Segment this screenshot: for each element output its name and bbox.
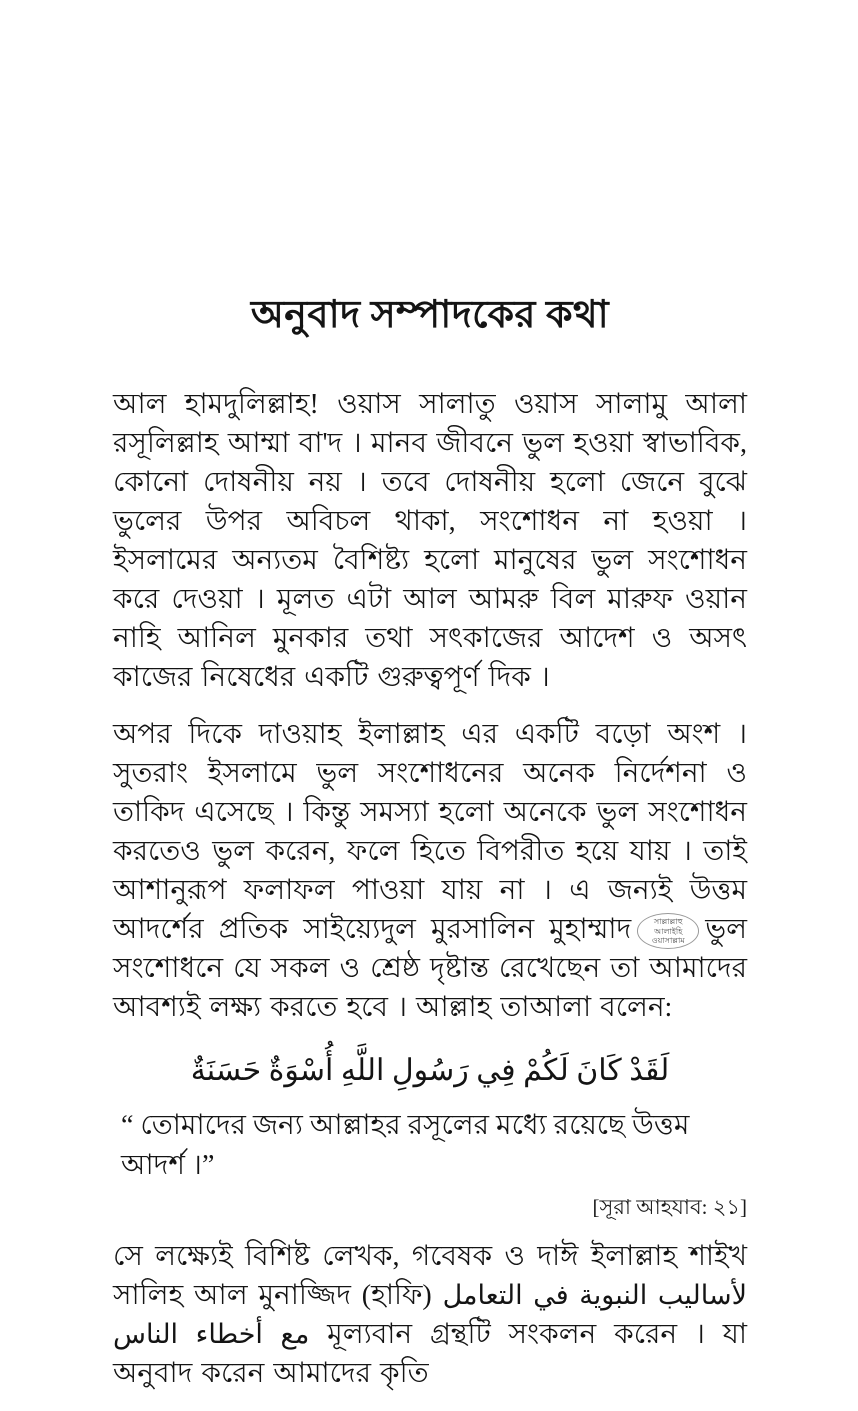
verse-citation: [সূরা আহযাব: ২১] <box>592 1194 747 1219</box>
sallallahu-alaihi-wasallam-seal-icon: সাল্লাল্লাহু আলাইহি ওয়াসাল্লাম <box>637 913 699 949</box>
paragraph-1 <box>113 385 747 697</box>
arabic-book-title: لأساليب النبوية في التعامل مع أخطاء الناس <box>113 1280 747 1350</box>
paragraph-3 <box>113 1237 747 1393</box>
paragraph-2-text-before-seal: অপর দিকে দাওয়াহ ইলাল্লাহ এর একটি বড়ো অংশ । সুতরাং ইসলামে ভুল সংশোধনের অনেক নির্দেশনা ও তাকিদ এসেছে । কিন্তু সমস্যা হলো অনেকে ভুল সংশোধন করতেও ভুল করেন, ফলে হিতে বিপরীত হয়ে যায় । তাই আশানুরূপ ফলাফল পাওয়া যায় না । এ জন্যই উত্তম আদর্শের প্রতিক সাইয়্যেদুল মুরসালিন মুহাম্মাদ <box>113 718 747 945</box>
paragraph-3-text-after-arabic: মূল্যবান গ্রন্থটি সংকলন করেন । যা অনুবাদ করেন আমাদের কৃতি <box>113 1319 747 1390</box>
page-content <box>113 293 747 1411</box>
quran-verse-arabic: لَقَدْ كَانَ لَكُمْ فِي رَسُولِ اللَّهِ أُسْوَةٌ حَسَنَةٌ <box>190 1053 670 1087</box>
paragraph-2-text-after-seal: ভুল সংশোধনে যে সকল ও শ্রেষ্ঠ দৃষ্টান্ত রেখেছেন তা আমাদের আবশ্যই লক্ষ্য করতে হবে । আল্লাহ তাআলা বলেন: <box>113 913 747 1023</box>
paragraph-2 <box>113 715 747 1027</box>
paragraph-3-text-before-arabic: সে লক্ষ্যেই বিশিষ্ট লেখক, গবেষক ও দাঈ ইলাল্লাহ শাইখ সালিহ আল মুনাজ্জিদ (হাফি) <box>113 1241 747 1312</box>
chapter-title: অনুবাদ সম্পাদকের কথা <box>250 294 610 336</box>
paragraph-1-text: আল হামদুলিল্লাহ! ওয়াস সালাতু ওয়াস সালামু আলা রসূলিল্লাহ আম্মা বা'দ । মানব জীবনে ভুল হওয়া স্বাভাবিক, কোনো দোষনীয় নয় । তবে দোষনীয় হলো জেনে বুঝে ভুলের উপর অবিচল থাকা, সংশোধন না হওয়া । ইসলামের অন্যতম বৈশিষ্ট্য হলো মানুষের ভুল সংশোধন করে দেওয়া । মূলত এটা আল আমরু বিল মারুফ ওয়ান নাহি আনিল মুনকার তথা সৎকাজের আদেশ ও অসৎ কাজের নিষেধের একটি গুরুত্বপূর্ণ দিক । <box>113 388 747 693</box>
verse-translation: “ তোমাদের জন্য আল্লাহর রসূলের মধ্যে রয়েছে উত্তম আদর্শ ।” <box>121 1109 690 1181</box>
